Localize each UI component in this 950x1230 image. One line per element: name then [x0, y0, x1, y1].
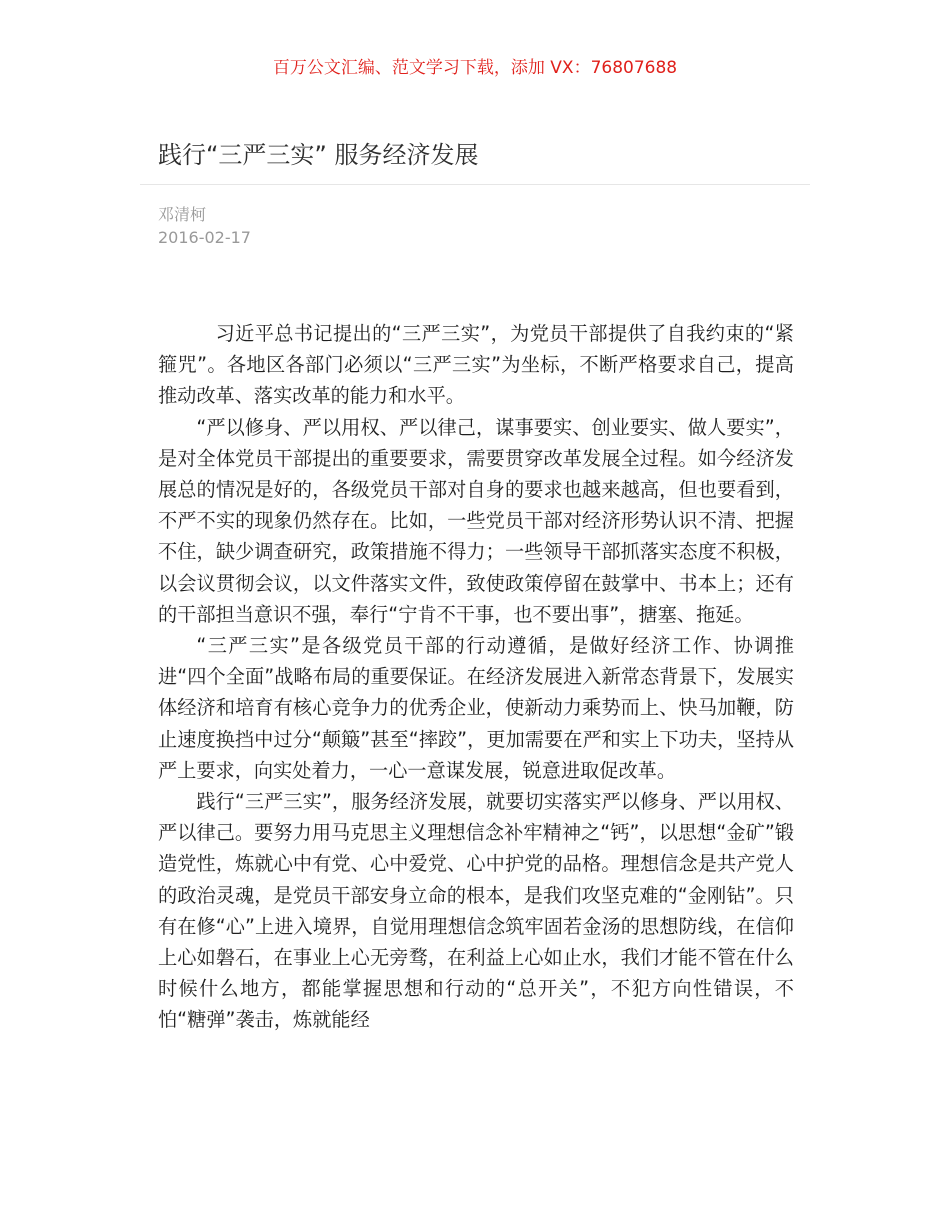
promo-banner: 百万公文汇编、范文学习下载，添加 VX：76807688 — [272, 58, 678, 78]
article-date: 2016-02-17 — [158, 228, 251, 247]
article-author: 邓清柯 — [158, 205, 207, 224]
article-title: 践行“三严三实” 服务经济发展 — [158, 141, 479, 169]
article-paragraph: 习近平总书记提出的“三严三实”，为党员干部提供了自我约束的“紧箍咒”。各地区各部门必须以“三严三实”为坐标，不断严格要求自己，提高推动改革、落实改革的能力和水平。 — [158, 322, 794, 408]
title-divider — [140, 184, 810, 185]
article-meta — [158, 203, 251, 249]
article-paragraph: “三严三实”是各级党员干部的行动遵循，是做好经济工作、协调推进“四个全面”战略布局的重要保证。在经济发展进入新常态背景下，发展实体经济和培育有核心竞争力的优秀企业，使新动力乘势而上、快马加鞭，防止速度换挡中过分“颠簸”甚至“摔跤”，更加需要在严和实上下功夫，坚持从严上要求，向实处着力，一心一意谋发展，锐意进取促改革。 — [158, 634, 794, 782]
article-paragraph: 践行“三严三实”，服务经济发展，就要切实落实严以修身、严以用权、严以律己。要努力用马克思主义理想信念补牢精神之“钙”，以思想“金矿”锻造党性，炼就心中有党、心中爱党、心中护党的品格。理想信念是共产党人的政治灵魂，是党员干部安身立命的根本，是我们攻坚克难的“金刚钻”。只有在修“心”上进入境界，自觉用理想信念筑牢固若金汤的思想防线，在信仰上心如磐石，在事业上心无旁骛，在利益上心如止水，我们才能不管在什么时候什么地方，都能掌握思想和行动的“总开关”，不犯方向性错误，不怕“糖弹”袭击，炼就能经 — [158, 790, 794, 1032]
article-paragraph: “严以修身、严以用权、严以律己，谋事要实、创业要实、做人要实”，是对全体党员干部提出的重要要求，需要贯穿改革发展全过程。如今经济发展总的情况是好的，各级党员干部对自身的要求也越来越高，但也要看到，不严不实的现象仍然存在。比如，一些党员干部对经济形势认识不清、把握不住，缺少调查研究，政策措施不得力；一些领导干部抓落实态度不积极，以会议贯彻会议，以文件落实文件，致使政策停留在鼓掌中、书本上；还有的干部担当意识不强，奉行“宁肯不干事，也不要出事”，搪塞、拖延。 — [158, 415, 794, 626]
article-body — [158, 318, 794, 1036]
